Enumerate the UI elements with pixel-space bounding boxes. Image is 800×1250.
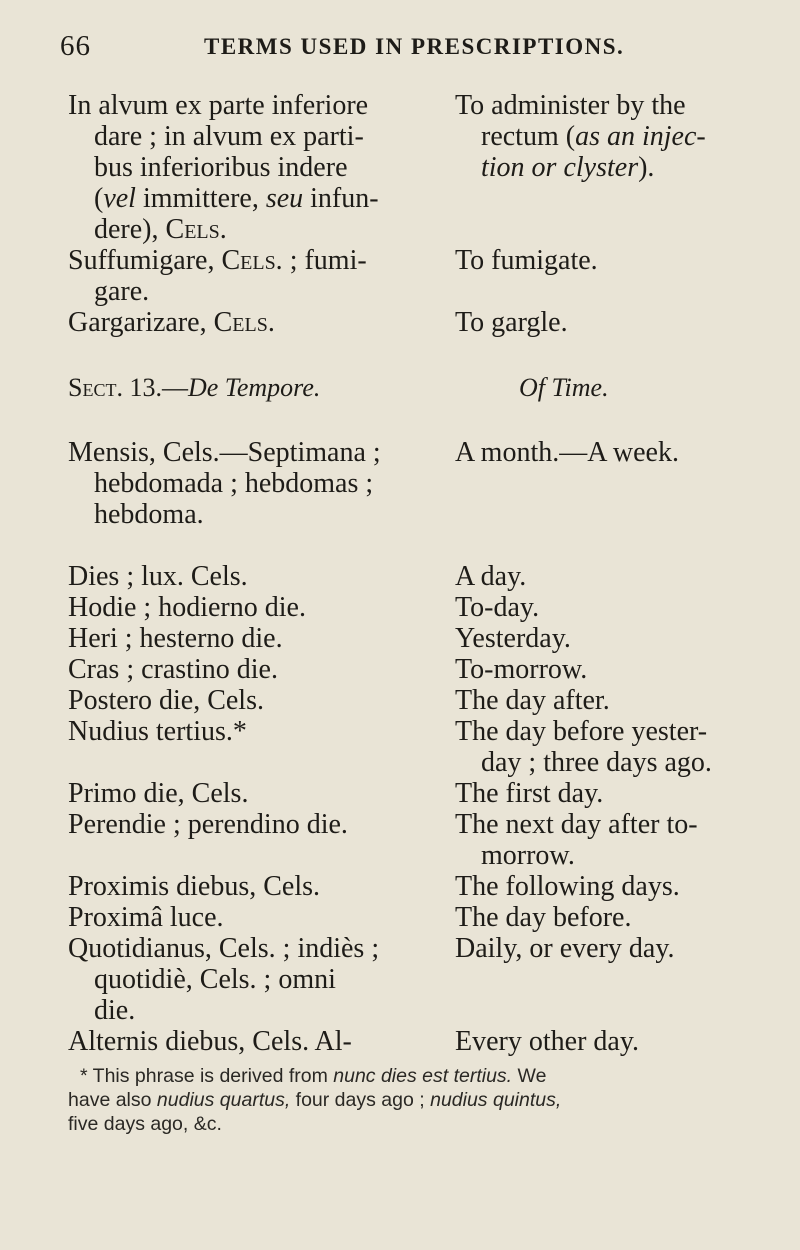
latin-term: Dies ; lux. Cels. [68, 561, 248, 592]
english-term: The first day. [455, 778, 604, 809]
latin-term: Proximis diebus, Cels. [68, 871, 321, 902]
english-term: To fumigate. [455, 245, 598, 276]
latin-term: Proximâ luce. [68, 902, 224, 933]
page-header [60, 30, 780, 66]
latin-term: Perendie ; perendino die. [68, 809, 348, 840]
latin-term: Primo die, Cels. [68, 778, 249, 809]
english-term: The day before yester- day ; three days ago. [455, 716, 712, 778]
english-term [455, 90, 785, 183]
english-term: A month.—A week. [455, 437, 679, 468]
latin-line: In alvum ex parte inferiore [68, 90, 369, 121]
section-heading-latin: Sect. 13.—De Tempore. [68, 373, 321, 402]
english-term: Yesterday. [455, 623, 571, 654]
english-line: tion or clyster). [481, 152, 655, 183]
section-heading-english: Of Time. [519, 373, 609, 402]
latin-line: Suffumigare, Cels. ; fumi- [68, 245, 367, 276]
english-term: Every other day. [455, 1026, 639, 1057]
english-term: To-morrow. [455, 654, 588, 685]
english-term: The day before. [455, 902, 632, 933]
english-line: rectum (as an injec- [481, 121, 706, 152]
latin-line: dere), Cels. [94, 214, 227, 245]
english-term: Daily, or every day. [455, 933, 675, 964]
footnote: * This phrase is derived from nunc dies est tertius. We have also nudius quartus, four days ago ; nudius quintus, five days ago, &c. [68, 1065, 562, 1135]
english-term: To-day. [455, 592, 540, 623]
latin-term: Alternis diebus, Cels. Al- [68, 1026, 352, 1057]
english-term: The following days. [455, 871, 680, 902]
latin-line: (vel immittere, seu infun- [94, 183, 379, 214]
english-term: The next day after to- morrow. [455, 809, 698, 871]
latin-line: bus inferioribus indere [94, 152, 348, 183]
latin-term [68, 245, 452, 307]
english-line: To administer by the [455, 90, 686, 121]
latin-term: Cras ; crastino die. [68, 654, 278, 685]
latin-term: Hodie ; hodierno die. [68, 592, 306, 623]
latin-term: Postero die, Cels. [68, 685, 264, 716]
latin-term: Quotidianus, Cels. ; indiès ; quotidiè, Cels. ; omni die. [68, 933, 380, 1026]
latin-term [68, 90, 452, 245]
english-term: The day after. [455, 685, 610, 716]
latin-term: Nudius tertius.* [68, 716, 247, 747]
latin-line: dare ; in alvum ex parti- [94, 121, 364, 152]
english-term: To gargle. [455, 307, 568, 338]
latin-term: Heri ; hesterno die. [68, 623, 283, 654]
page-number: 66 [60, 30, 91, 62]
latin-term: Mensis, Cels.—Septimana ; hebdomada ; hebdomas ; hebdoma. [68, 437, 381, 530]
english-term: A day. [455, 561, 527, 592]
running-title: TERMS USED IN PRESCRIPTIONS. [204, 34, 625, 59]
latin-term: Gargarizare, Cels. [68, 307, 275, 338]
latin-line: gare. [94, 276, 150, 307]
